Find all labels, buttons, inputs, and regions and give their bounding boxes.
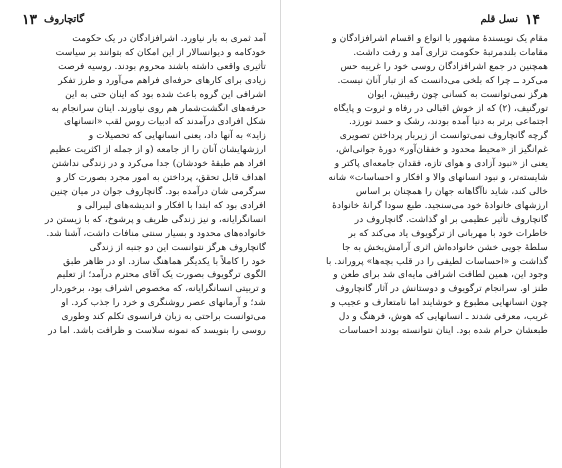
text-line: خود را کاملاً با یکدیگر هماهنگ سازد. او در ظاهر طبق <box>63 255 266 267</box>
text-line: مقامات بلندمرتبهٔ حکومت تزاری آمد و رفت داشت. <box>353 46 548 58</box>
text-line: خانواده‌های محدود و بسیار سنتی منافات داشت، آشنا شد. <box>46 227 266 239</box>
text-line: می‌کرد ــ چرا که بلخی می‌دانست که از تبار آنان نیست. <box>337 74 548 86</box>
text-line: انسانگرایانه، و نیز زندگی ظریف و پرشوخ، که با زیستن در <box>44 213 266 225</box>
text-line: روسی را بنویسد که نمونه سلاست و ظرافت باشد. اما در <box>48 325 266 337</box>
text-line: شکل افرادی درآمدند که ادبیات روس لقب «انسانهای <box>63 116 266 128</box>
text-line: خالی کند، شاید ناآگاهانه جهان را همچنان بر اساس <box>355 185 548 197</box>
text-line: غم‌انگیز از «محیط محدود و خفقان‌آور» دورهٔ جوانی‌اش، <box>335 144 548 156</box>
text-line: اجتماعی برتر به دنیا آمده بودند، رشک و حسد نورزد. <box>348 116 548 128</box>
text-line: همچنین در جمع اشرافزادگان روسی خود را غریبه حس <box>340 60 548 72</box>
text-line: تأثیری واقعی داشته باشند محروم بودند. روسیه فرصت <box>58 60 266 72</box>
page-number: ۱۳ <box>22 12 38 28</box>
text-line: چون انسانهایی مطبوع و خوشایند اما نامتعارف و عجیب و <box>331 297 548 309</box>
page-number: ۱۴ <box>524 12 540 28</box>
right-page <box>281 0 562 468</box>
text-line: طبعشان حرام شده بود. اینان نتوانسته بودند احساسات <box>339 325 548 337</box>
text-line: زیادی برای کارهای حرفه‌ای فراهم می‌آورد و طرز تفکر <box>58 74 266 86</box>
text-line: گرچه گانچاروف نمی‌توانست از زیربار پرداختن تصویری <box>339 130 548 142</box>
right-page-header <box>295 10 548 32</box>
text-line: اشرافی این گروه باعث شده بود که اینان حتی به این <box>65 88 266 100</box>
text-line: و تربیتی انسانگرایانه، که مخصوص اشراف بود، برخوردار <box>51 283 266 295</box>
text-line: افراد هم طبقهٔ خودشان) جدا می‌کرد و در زندگی نداشتن <box>51 158 266 170</box>
text-line: افرادی بود که ابتدا با افکار و اندیشه‌های لیبرالی و <box>77 199 266 211</box>
text-line: شایسته‌تر، و نبود انسانهای والا و افکار و احساسات» شانه <box>328 172 548 184</box>
text-line: غریب، معرفی شدند ـ انسانهایی که هوش، فرهنگ و دل <box>338 311 548 323</box>
left-page-header <box>14 10 266 32</box>
text-line: ارزشهای خانوادهٔ خود می‌سنجید. طبع سودا گرانهٔ خانوادهٔ <box>332 199 548 211</box>
text-line: یعنی از «نبود آزادی و هوای تازه، فقدان جامعه‌ای پاکتر و <box>334 158 548 170</box>
text-line: می‌توانست براحتی به زبان فرانسوی تکلم کند وطوری <box>61 311 266 323</box>
text-line: هرگز نمی‌توانست به کسانی چون رقیبش، ایوان <box>367 88 548 100</box>
text-line: سلطهٔ جویی خشن خانواده‌اش اثری آرامش‌بخش به جا <box>342 241 548 253</box>
text-line: طنز او. سرانجام ترگویوف و دوستانش در آثار گانچاروف <box>335 283 548 295</box>
text-line: حرفه‌های انگشت‌شمار هم روی نیاورند. اینان سرانجام به <box>51 102 266 114</box>
text-line: گانچاروف هرگز نتوانست این دو جنبه از زندگی <box>89 241 266 253</box>
text-line: خاطرات خود با مهربانی از ترگویوف یاد می‌کند که بر <box>348 227 548 239</box>
running-head: نسل قلم <box>480 14 518 25</box>
text-line: وجود این، همین لطافت اشرافی مایه‌ای شد برای طعن و <box>333 269 548 281</box>
text-line: گانچاروف تأثیر عظیمی بر او گذاشت. گانچاروف در <box>354 213 548 225</box>
left-page-body <box>14 32 266 338</box>
text-line: سرگرمی شان درآمده بود. گانچاروف جوان در میان چنین <box>50 185 266 197</box>
text-line: تورگنیف، (۲) که از خوش اقبالی در رفاه و ثروت و پایگاه <box>333 102 548 114</box>
running-head: گاتچاروف <box>44 14 85 25</box>
text-line: شد؛ و آرمانهای عصر روشنگری و خرد را جذب کرد. او <box>61 297 266 309</box>
text-line: آمد ثمری به بار نیاورد. اشرافزادگان در یک حکومت <box>72 33 266 44</box>
text-line: مقام یک نویسندهٔ مشهور با انواع و اقسام اشرافزادگان و <box>332 33 548 44</box>
text-line: گذاشت و «احساسات لطیفی را در قلب بچه‌ها» پروراند. با <box>326 255 548 267</box>
text-line: ارزشهایشان آنان را از جامعه (و از جمله از اکثریت عظیم <box>49 144 266 156</box>
text-line: خودکامه و دیوانسالار از این امکان که بتوانند بر سیاست <box>55 46 266 58</box>
text-line: زاید» به آنها داد، یعنی انسانهایی که تحصیلات و <box>88 130 266 142</box>
right-page-body <box>295 32 548 338</box>
text-line: اهداف قابل تحقق، پرداختن به امور مجرد بصورت کار و <box>56 172 266 184</box>
text-line: الگوی ترگویوف بصورت یک آقای محترم درآمد؛ از تعلیم <box>56 269 266 281</box>
